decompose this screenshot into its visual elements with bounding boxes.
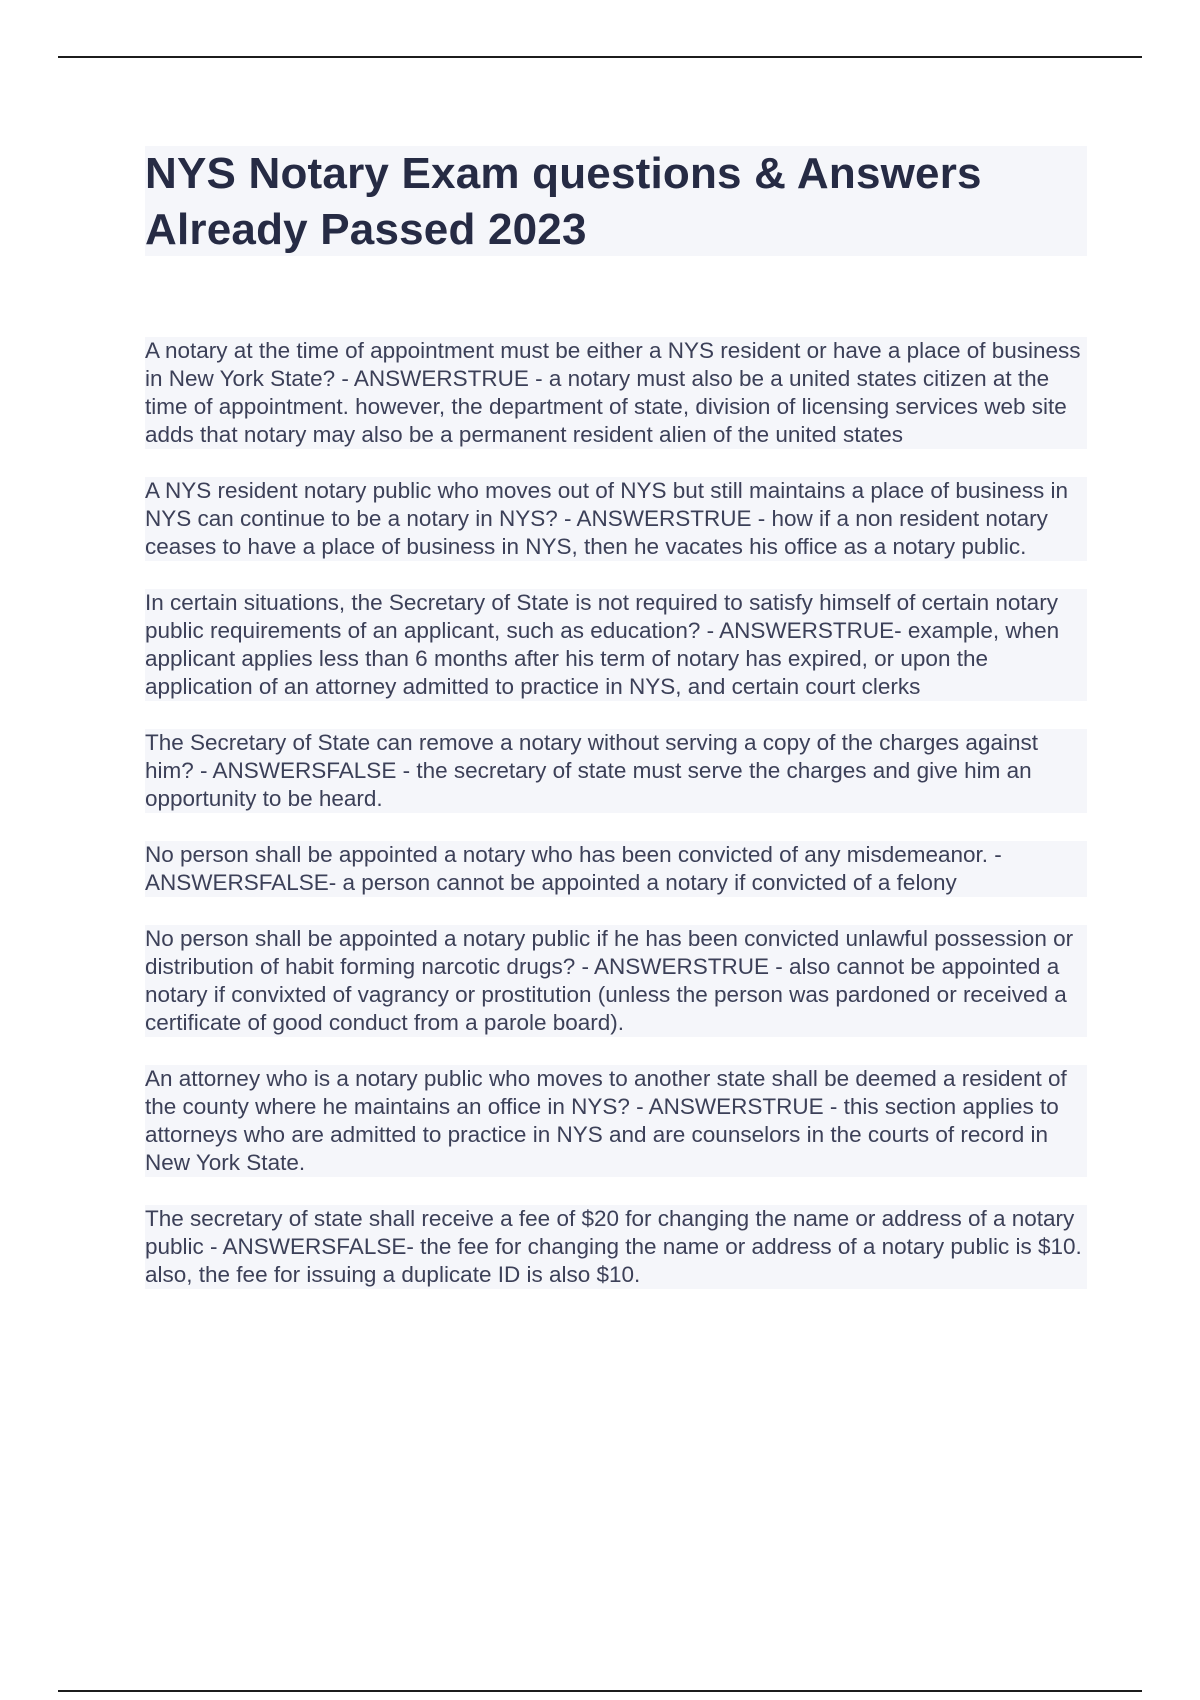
- bottom-rule: [58, 1690, 1142, 1692]
- top-rule: [58, 56, 1142, 58]
- document-title: NYS Notary Exam questions & Answers Already Passed 2023: [145, 149, 982, 254]
- qa-item-3: In certain situations, the Secretary of State is not required to satisfy himself of certain notary public requirements of an applicant, such as education? - ANSWERSTRUE- example, when applicant applies less than 6 months after his term of notary has expired, or upon the application of an attorney admitted to practice in NYS, and certain court clerks: [145, 589, 1087, 701]
- qa-item-1: A notary at the time of appointment must be either a NYS resident or have a place of business in New York State? - ANSWERSTRUE - a notary must also be a united states citizen at the time of appointment. however, the department of state, division of licensing services web site adds that notary may also be a permanent resident alien of the united states: [145, 337, 1087, 449]
- qa-item-4: The Secretary of State can remove a notary without serving a copy of the charges against him? - ANSWERSFALSE - the secretary of state must serve the charges and give him an opportunity to be heard.: [145, 729, 1087, 813]
- qa-item-6: No person shall be appointed a notary public if he has been convicted unlawful possession or distribution of habit forming narcotic drugs? - ANSWERSTRUE - also cannot be appointed a notary if convixted of vagrancy or prostitution (unless the person was pardoned or received a certificate of good conduct from a parole board).: [145, 925, 1087, 1037]
- qa-item-5: No person shall be appointed a notary who has been convicted of any misdemeanor. - ANSWERSFALSE- a person cannot be appointed a notary if convicted of a felony: [145, 841, 1087, 897]
- qa-item-2: A NYS resident notary public who moves out of NYS but still maintains a place of business in NYS can continue to be a notary in NYS? - ANSWERSTRUE - how if a non resident notary ceases to have a place of business in NYS, then he vacates his office as a notary public.: [145, 477, 1087, 561]
- title-block: [145, 146, 1087, 256]
- qa-list: [145, 337, 1087, 1289]
- qa-item-7: An attorney who is a notary public who moves to another state shall be deemed a resident of the county where he maintains an office in NYS? - ANSWERSTRUE - this section applies to attorneys who are admitted to practice in NYS and are counselors in the courts of record in New York State.: [145, 1065, 1087, 1177]
- qa-item-8: The secretary of state shall receive a fee of $20 for changing the name or address of a notary public - ANSWERSFALSE- the fee for changing the name or address of a notary public is $10. also, the fee for issuing a duplicate ID is also $10.: [145, 1205, 1087, 1289]
